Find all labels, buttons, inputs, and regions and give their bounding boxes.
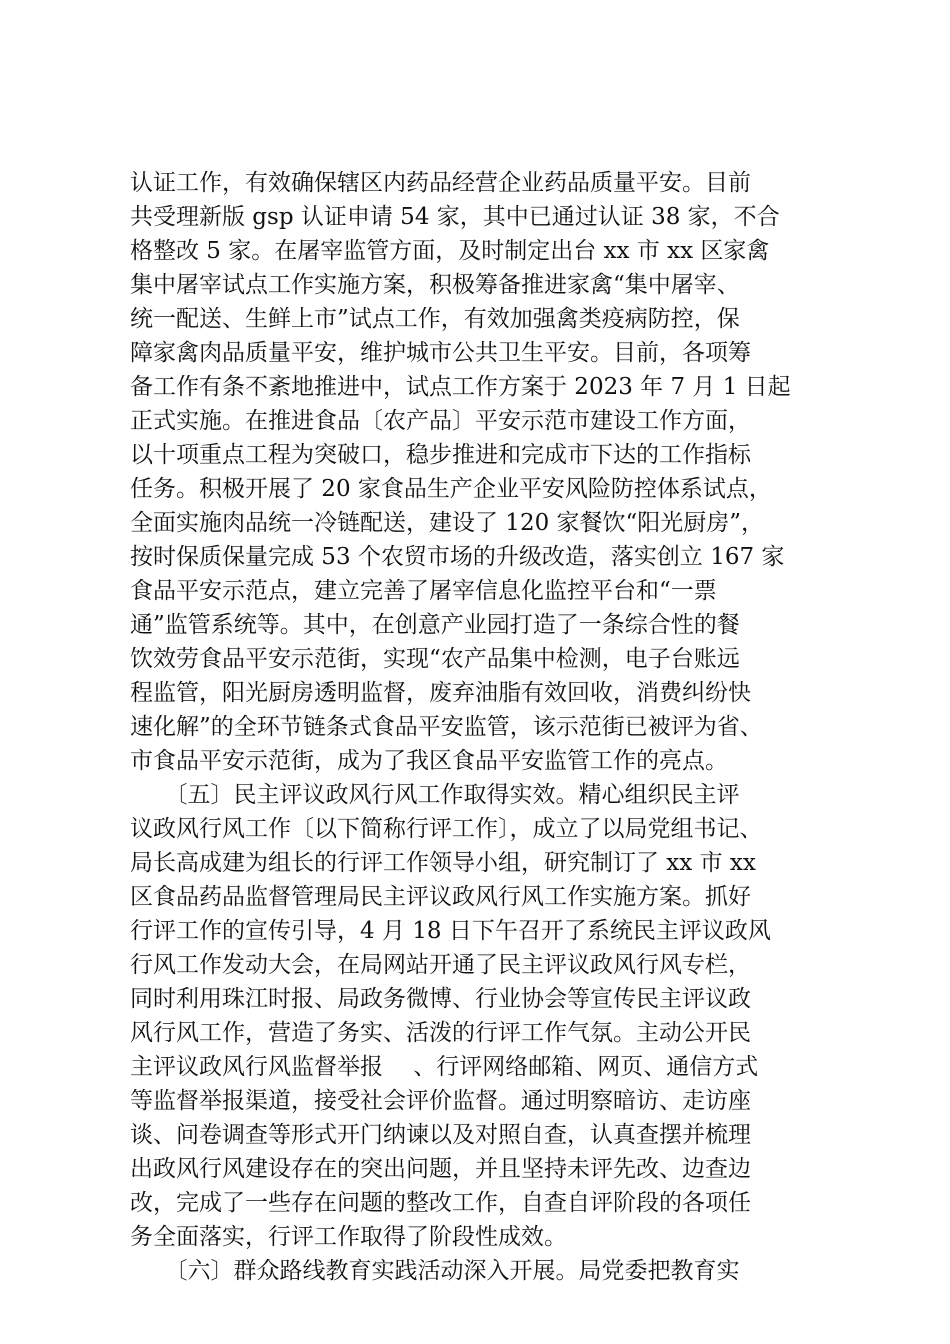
text-line: 备工作有条不紊地推进中，试点工作方案于 2023 年 7 月 1 日起 <box>130 374 791 400</box>
text-line: 集中屠宰试点工作实施方案，积极筹备推进家禽“集中屠宰、 <box>130 272 740 298</box>
text-line: 统一配送、生鲜上市”试点工作，有效加强禽类疫病防控，保 <box>130 306 740 332</box>
text-line: 行评工作的宣传引导，4 月 18 日下午召开了系统民主评议政风 <box>130 918 771 944</box>
text-line: 正式实施。在推进食品〔农产品〕平安示范市建设工作方面， <box>130 408 751 434</box>
text-line: 全面实施肉品统一冷链配送，建设了 120 家餐饮“阳光厨房”， <box>130 510 765 536</box>
text-line: 同时利用珠江时报、局政务微博、行业协会等宣传民主评议政 <box>130 986 751 1012</box>
text-line: 等监督举报渠道，接受社会评价监督。通过明察暗访、走访座 <box>130 1088 751 1114</box>
text-line: 局长高成建为组长的行评工作领导小组，研究制订了 xx 市 xx <box>130 850 756 876</box>
text-line: 障家禽肉品质量平安，维护城市公共卫生平安。目前，各项筹 <box>130 340 751 366</box>
text-line: 议政风行风工作〔以下简称行评工作〕，成立了以局党组书记、 <box>130 816 763 842</box>
text-line: 共受理新版 gsp 认证申请 54 家，其中已通过认证 38 家，不合 <box>130 204 780 230</box>
text-line: 风行风工作，营造了务实、活泼的行评工作气氛。主动公开民 <box>130 1020 751 1046</box>
text-line: 程监管，阳光厨房透明监督，废弃油脂有效回收，消费纠纷快 <box>130 680 751 706</box>
text-line: 通”监管系统等。其中，在创意产业园打造了一条综合性的餐 <box>130 612 740 638</box>
text-line: 饮效劳食品平安示范街，实现“农产品集中检测，电子台账远 <box>130 646 740 672</box>
text-line: 区食品药品监督管理局民主评议政风行风工作实施方案。抓好 <box>130 884 751 910</box>
text-line: 谈、问卷调查等形式开门纳谏以及对照自查，认真查摆并梳理 <box>130 1122 751 1148</box>
text-line: 〔六〕群众路线教育实践活动深入开展。局党委把教育实 <box>130 1258 740 1284</box>
text-line: 任务。积极开展了 20 家食品生产企业平安风险防控体系试点， <box>130 476 772 502</box>
text-line: 按时保质保量完成 53 个农贸市场的升级改造，落实创立 167 家 <box>130 544 785 570</box>
text-line: 改，完成了一些存在问题的整改工作，自查自评阶段的各项任 <box>130 1190 751 1216</box>
text-line: 认证工作，有效确保辖区内药品经营企业药品质量平安。目前 <box>130 170 751 196</box>
text-line: 格整改 5 家。在屠宰监管方面，及时制定出台 xx 市 xx 区家禽 <box>130 238 770 264</box>
text-line: 务全面落实，行评工作取得了阶段性成效。 <box>130 1224 567 1250</box>
text-line: 行风工作发动大会，在局网站开通了民主评议政风行风专栏， <box>130 952 751 978</box>
text-line: 市食品平安示范街，成为了我区食品平安监管工作的亮点。 <box>130 748 728 774</box>
text-line: 速化解”的全环节链条式食品平安监管，该示范街已被评为省、 <box>130 714 763 740</box>
text-line: 出政风行风建设存在的突出问题，并且坚持未评先改、边查边 <box>130 1156 751 1182</box>
text-line: 食品平安示范点，建立完善了屠宰信息化监控平台和“一票 <box>130 578 717 604</box>
text-line: 〔五〕民主评议政风行风工作取得实效。精心组织民主评 <box>130 782 740 808</box>
text-line: 以十项重点工程为突破口，稳步推进和完成市下达的工作指标 <box>130 442 751 468</box>
body-text <box>130 166 830 1288</box>
text-line: 主评议政风行风监督举报 、行评网络邮箱、网页、通信方式 <box>130 1054 759 1080</box>
